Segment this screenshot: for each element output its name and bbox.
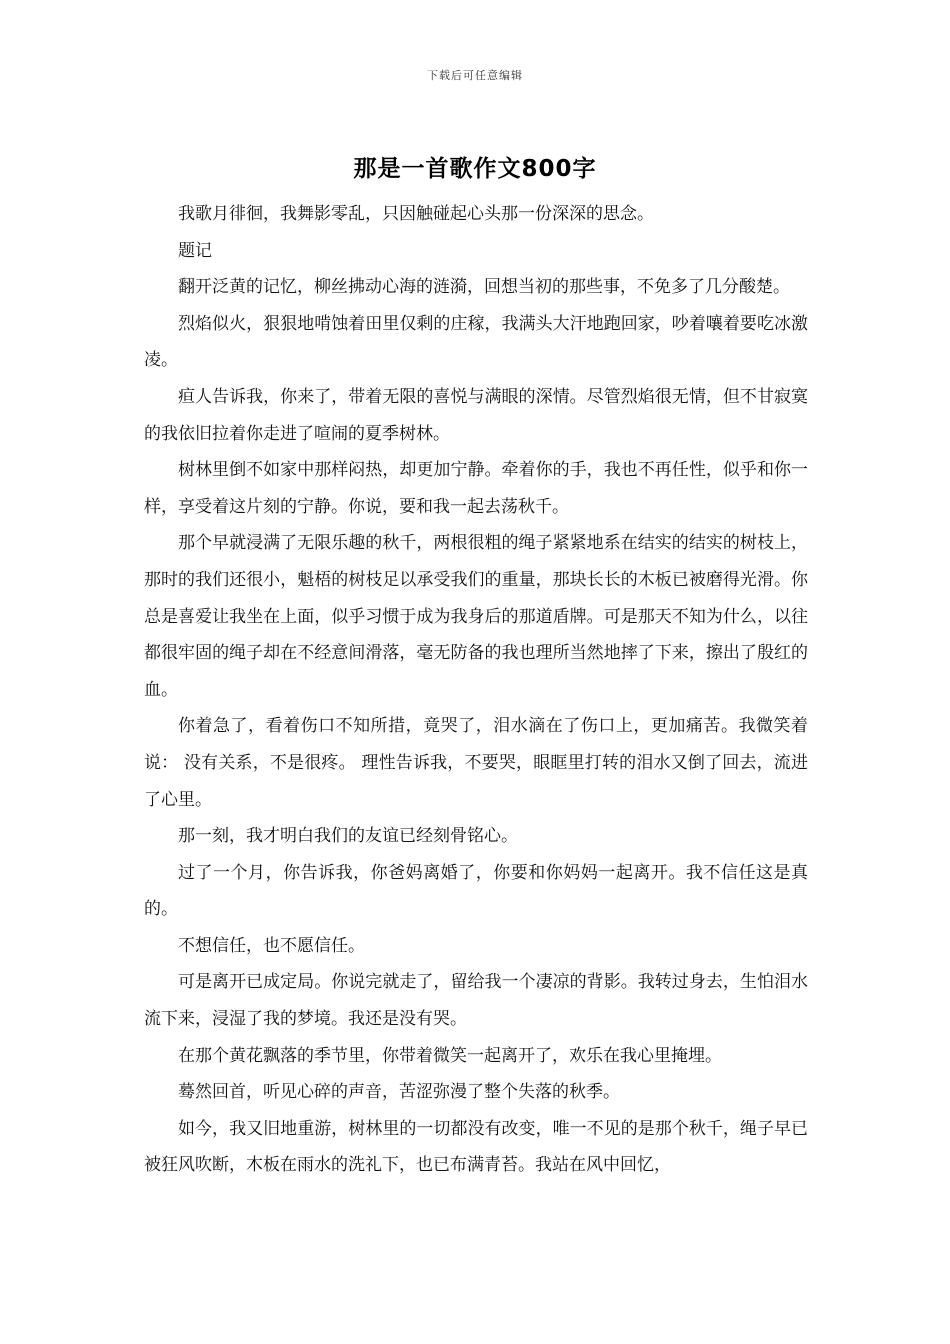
paragraph: 可是离开已成定局。你说完就走了，留给我一个凄凉的背影。我转过身去，生怕泪水流下来，浸湿了我的梦境。我还是没有哭。 (144, 972, 808, 1030)
essay-body (144, 196, 808, 1184)
paragraph: 如今，我又旧地重游，树林里的一切都没有改变，唯一不见的是那个秋千，绳子早已被狂风吹断，木板在雨水的洗礼下，也已布满青苔。我站在风中回忆， (144, 1118, 808, 1176)
paragraph: 题记 (178, 240, 212, 261)
paragraph: 烈焰似火，狠狠地啃蚀着田里仅剩的庄稼，我满头大汗地跑回家，吵着嚷着要吃冰激凌。 (144, 313, 808, 371)
paragraph: 翻开泛黄的记忆，柳丝拂动心海的涟漪，回想当初的那些事，不免多了几分酸楚。 (178, 277, 790, 298)
paragraph: 疸人告诉我，你来了，带着无限的喜悦与满眼的深情。尽管烈焰很无情，但不甘寂寞的我依旧拉着你走进了喧闹的夏季树林。 (144, 386, 808, 444)
paragraph: 在那个黄花飘落的季节里，你带着微笑一起离开了，欢乐在我心里掩埋。 (178, 1045, 722, 1066)
paragraph: 不想信任，也不愿信任。 (178, 935, 365, 956)
page-title: 那是一首歌作文800字 (353, 156, 597, 182)
paragraph: 那一刻，我才明白我们的友谊已经刻骨铭心。 (178, 826, 518, 847)
paragraph: 我歌月徘徊，我舞影零乱，只因触碰起心头那一份深深的思念。 (178, 204, 654, 224)
header-note: 下载后可任意编辑 (427, 69, 523, 82)
paragraph: 你着急了，看着伤口不知所措，竟哭了，泪水滴在了伤口上，更加痛苦。我微笑着说： 没有关系，不是很疼。 理性告诉我，不要哭，眼眶里打转的泪水又倒了回去，流进了心里。 (144, 716, 808, 810)
paragraph: 蓦然回首，听见心碎的声音，苦涩弥漫了整个失落的秋季。 (178, 1082, 620, 1103)
paragraph: 那个早就浸满了无限乐趣的秋千，两根很粗的绳子紧紧地系在结实的结实的树枝上，那时的我们还很小，魁梧的树枝足以承受我们的重量，那块长长的木板已被磨得光滑。你总是喜爱让我坐在上面，似乎习惯于成为我身后的那道盾牌。可是那天不知为什么，以往都很牢固的绳子却在不经意间滑落，毫无防备的我也理所当然地摔了下来，擦出了殷红的血。 (144, 533, 808, 700)
paragraph: 树林里倒不如家中那样闷热，却更加宁静。牵着你的手，我也不再任性，似乎和你一样，享受着这片刻的宁静。你说，要和我一起去荡秋千。 (144, 460, 808, 517)
paragraph: 过了一个月，你告诉我，你爸妈离婚了，你要和你妈妈一起离开。我不信任这是真的。 (144, 862, 808, 920)
